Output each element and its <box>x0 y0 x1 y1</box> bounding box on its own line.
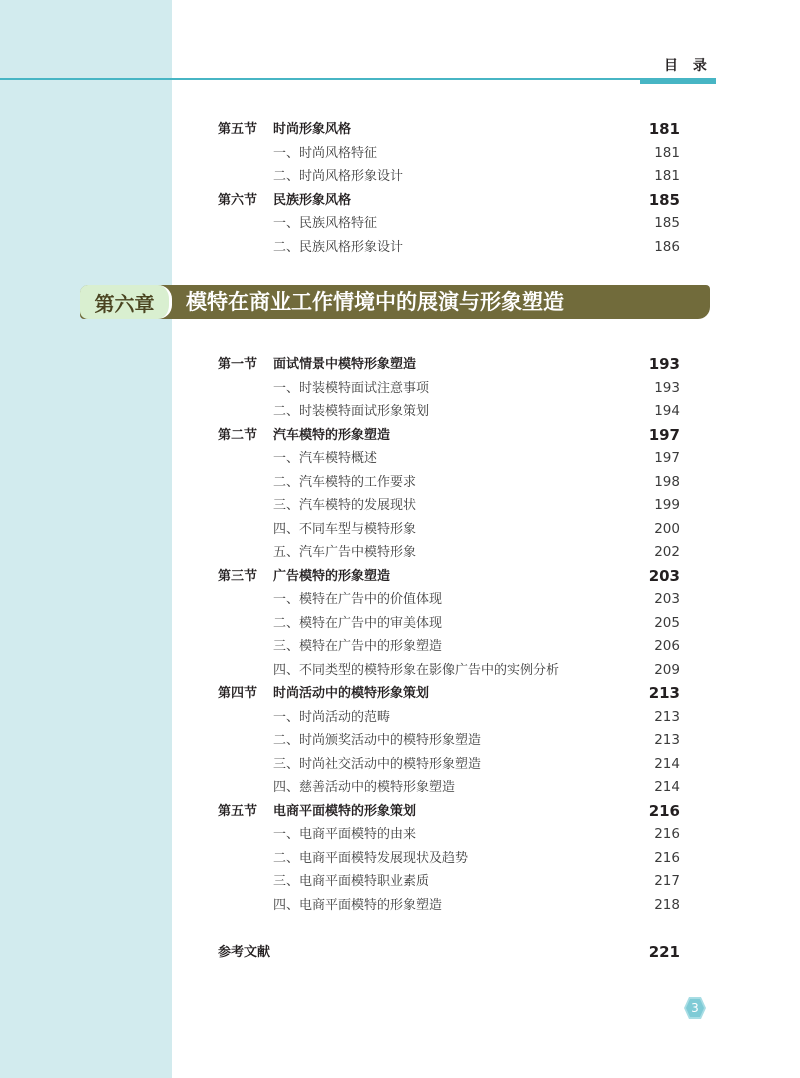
section-number: 第四节 <box>218 686 258 701</box>
toc-item-row[interactable] <box>218 706 680 730</box>
page-header-title: 目 录 <box>664 58 712 74</box>
toc-item-row[interactable] <box>218 541 680 565</box>
item-page: 181 <box>654 144 680 161</box>
item-page: 214 <box>654 755 680 772</box>
item-page: 202 <box>654 544 680 560</box>
item-title: 一、汽车模特概述 <box>273 451 378 466</box>
toc-item-row[interactable] <box>218 400 680 424</box>
section-page: 185 <box>648 190 680 209</box>
item-page: 186 <box>654 238 680 255</box>
section-page: 197 <box>648 425 680 444</box>
section-number: 第三节 <box>218 568 258 584</box>
toc-chapter-block <box>218 353 680 917</box>
toc-item-row[interactable] <box>218 588 680 612</box>
section-title: 电商平面模特的形象策划 <box>273 803 417 819</box>
item-title: 一、电商平面模特的由来 <box>273 827 417 842</box>
chapter-title: 模特在商业工作情境中的展演与形象塑造 <box>186 290 564 314</box>
item-title: 一、民族风格特征 <box>273 216 378 231</box>
item-title: 三、电商平面模特职业素质 <box>273 874 430 889</box>
item-title: 二、时尚颁奖活动中的模特形象塑造 <box>273 733 482 748</box>
page-number: 3 <box>691 1001 699 1015</box>
item-title: 三、时尚社交活动中的模特形象塑造 <box>273 756 482 772</box>
item-page: 205 <box>654 614 680 631</box>
section-number: 第一节 <box>218 357 258 372</box>
item-page: 199 <box>654 497 680 513</box>
item-page: 203 <box>654 591 680 607</box>
item-title: 一、模特在广告中的价值体现 <box>273 592 443 607</box>
item-title: 二、民族风格形象设计 <box>273 239 404 255</box>
section-page: 193 <box>648 355 680 373</box>
item-title: 二、汽车模特的工作要求 <box>273 474 417 490</box>
chapter-label: 第六章 <box>94 291 155 316</box>
section-page: 203 <box>648 566 680 585</box>
toc-item-row[interactable] <box>218 518 680 542</box>
header-rule <box>0 78 716 80</box>
item-page: 214 <box>654 779 680 795</box>
item-page: 216 <box>654 826 680 842</box>
item-page: 185 <box>654 215 680 231</box>
references-page: 221 <box>648 943 680 961</box>
toc-item-row[interactable] <box>218 494 680 518</box>
item-page: 209 <box>654 661 680 678</box>
item-page: 213 <box>654 732 680 748</box>
item-title: 二、时尚风格形象设计 <box>273 169 404 184</box>
toc-item-row[interactable] <box>218 377 680 401</box>
section-title: 广告模特的形象塑造 <box>273 568 391 584</box>
item-title: 一、时尚风格特征 <box>273 145 378 161</box>
section-title: 民族形象风格 <box>273 192 352 208</box>
item-title: 三、模特在广告中的形象塑造 <box>273 639 443 654</box>
item-title: 二、电商平面模特发展现状及趋势 <box>273 850 469 866</box>
toc-item-row[interactable] <box>218 212 680 236</box>
toc-item-row[interactable] <box>218 236 680 260</box>
item-title: 四、不同车型与模特形象 <box>273 521 417 537</box>
toc-item-row[interactable] <box>218 659 680 683</box>
toc-section-row[interactable] <box>218 118 680 142</box>
toc-item-row[interactable] <box>218 823 680 847</box>
toc-section-row[interactable] <box>218 682 680 706</box>
item-title: 二、模特在广告中的审美体现 <box>273 615 443 631</box>
toc-section-row[interactable] <box>218 800 680 824</box>
item-title: 四、电商平面模特的形象塑造 <box>273 897 443 913</box>
toc-section-row[interactable] <box>218 565 680 589</box>
toc-item-row[interactable] <box>218 142 680 166</box>
item-page: 198 <box>654 473 680 490</box>
toc-item-row[interactable] <box>218 776 680 800</box>
section-page: 181 <box>648 120 680 138</box>
toc-item-row[interactable] <box>218 894 680 918</box>
toc-item-row[interactable] <box>218 870 680 894</box>
item-title: 三、汽车模特的发展现状 <box>273 498 417 513</box>
item-title: 二、时装模特面试形象策划 <box>273 404 430 419</box>
item-page: 216 <box>654 849 680 866</box>
toc-item-row[interactable] <box>218 847 680 871</box>
section-title: 汽车模特的形象塑造 <box>273 427 391 443</box>
toc-section-row[interactable] <box>218 424 680 448</box>
toc-item-row[interactable] <box>218 635 680 659</box>
item-title: 四、不同类型的模特形象在影像广告中的实例分析 <box>273 662 560 678</box>
toc-references-block <box>218 941 680 965</box>
toc-item-row[interactable] <box>218 471 680 495</box>
item-title: 一、时尚活动的范畴 <box>273 709 391 725</box>
toc-section-row[interactable] <box>218 189 680 213</box>
item-page: 181 <box>654 168 680 184</box>
item-page: 206 <box>654 638 680 654</box>
toc-top-block <box>218 118 680 259</box>
item-page: 197 <box>654 450 680 466</box>
side-band <box>0 0 172 1078</box>
header-tab <box>640 78 716 84</box>
section-number: 第二节 <box>218 427 258 443</box>
section-title: 面试情景中模特形象塑造 <box>273 357 417 372</box>
item-page: 217 <box>654 873 680 889</box>
item-title: 五、汽车广告中模特形象 <box>273 545 417 560</box>
item-page: 218 <box>654 896 680 913</box>
toc-section-row[interactable] <box>218 353 680 377</box>
item-page: 193 <box>654 379 680 396</box>
section-number: 第六节 <box>218 192 258 208</box>
toc-references-row[interactable] <box>218 941 680 965</box>
item-title: 一、时装模特面试注意事项 <box>273 380 430 396</box>
toc-item-row[interactable] <box>218 165 680 189</box>
toc-item-row[interactable] <box>218 447 680 471</box>
item-page: 200 <box>654 520 680 537</box>
toc-item-row[interactable] <box>218 729 680 753</box>
item-title: 四、慈善活动中的模特形象塑造 <box>273 780 456 795</box>
section-page: 216 <box>648 801 680 820</box>
section-number: 第五节 <box>218 122 258 137</box>
section-page: 213 <box>648 684 680 702</box>
section-number: 第五节 <box>218 803 258 819</box>
toc-item-row[interactable] <box>218 612 680 636</box>
section-title: 时尚形象风格 <box>273 122 352 137</box>
toc-item-row[interactable] <box>218 753 680 777</box>
references-title: 参考文献 <box>218 945 271 960</box>
item-page: 213 <box>654 708 680 725</box>
chapter-label-box <box>80 285 172 319</box>
section-title: 时尚活动中的模特形象策划 <box>273 686 430 701</box>
item-page: 194 <box>654 403 680 419</box>
